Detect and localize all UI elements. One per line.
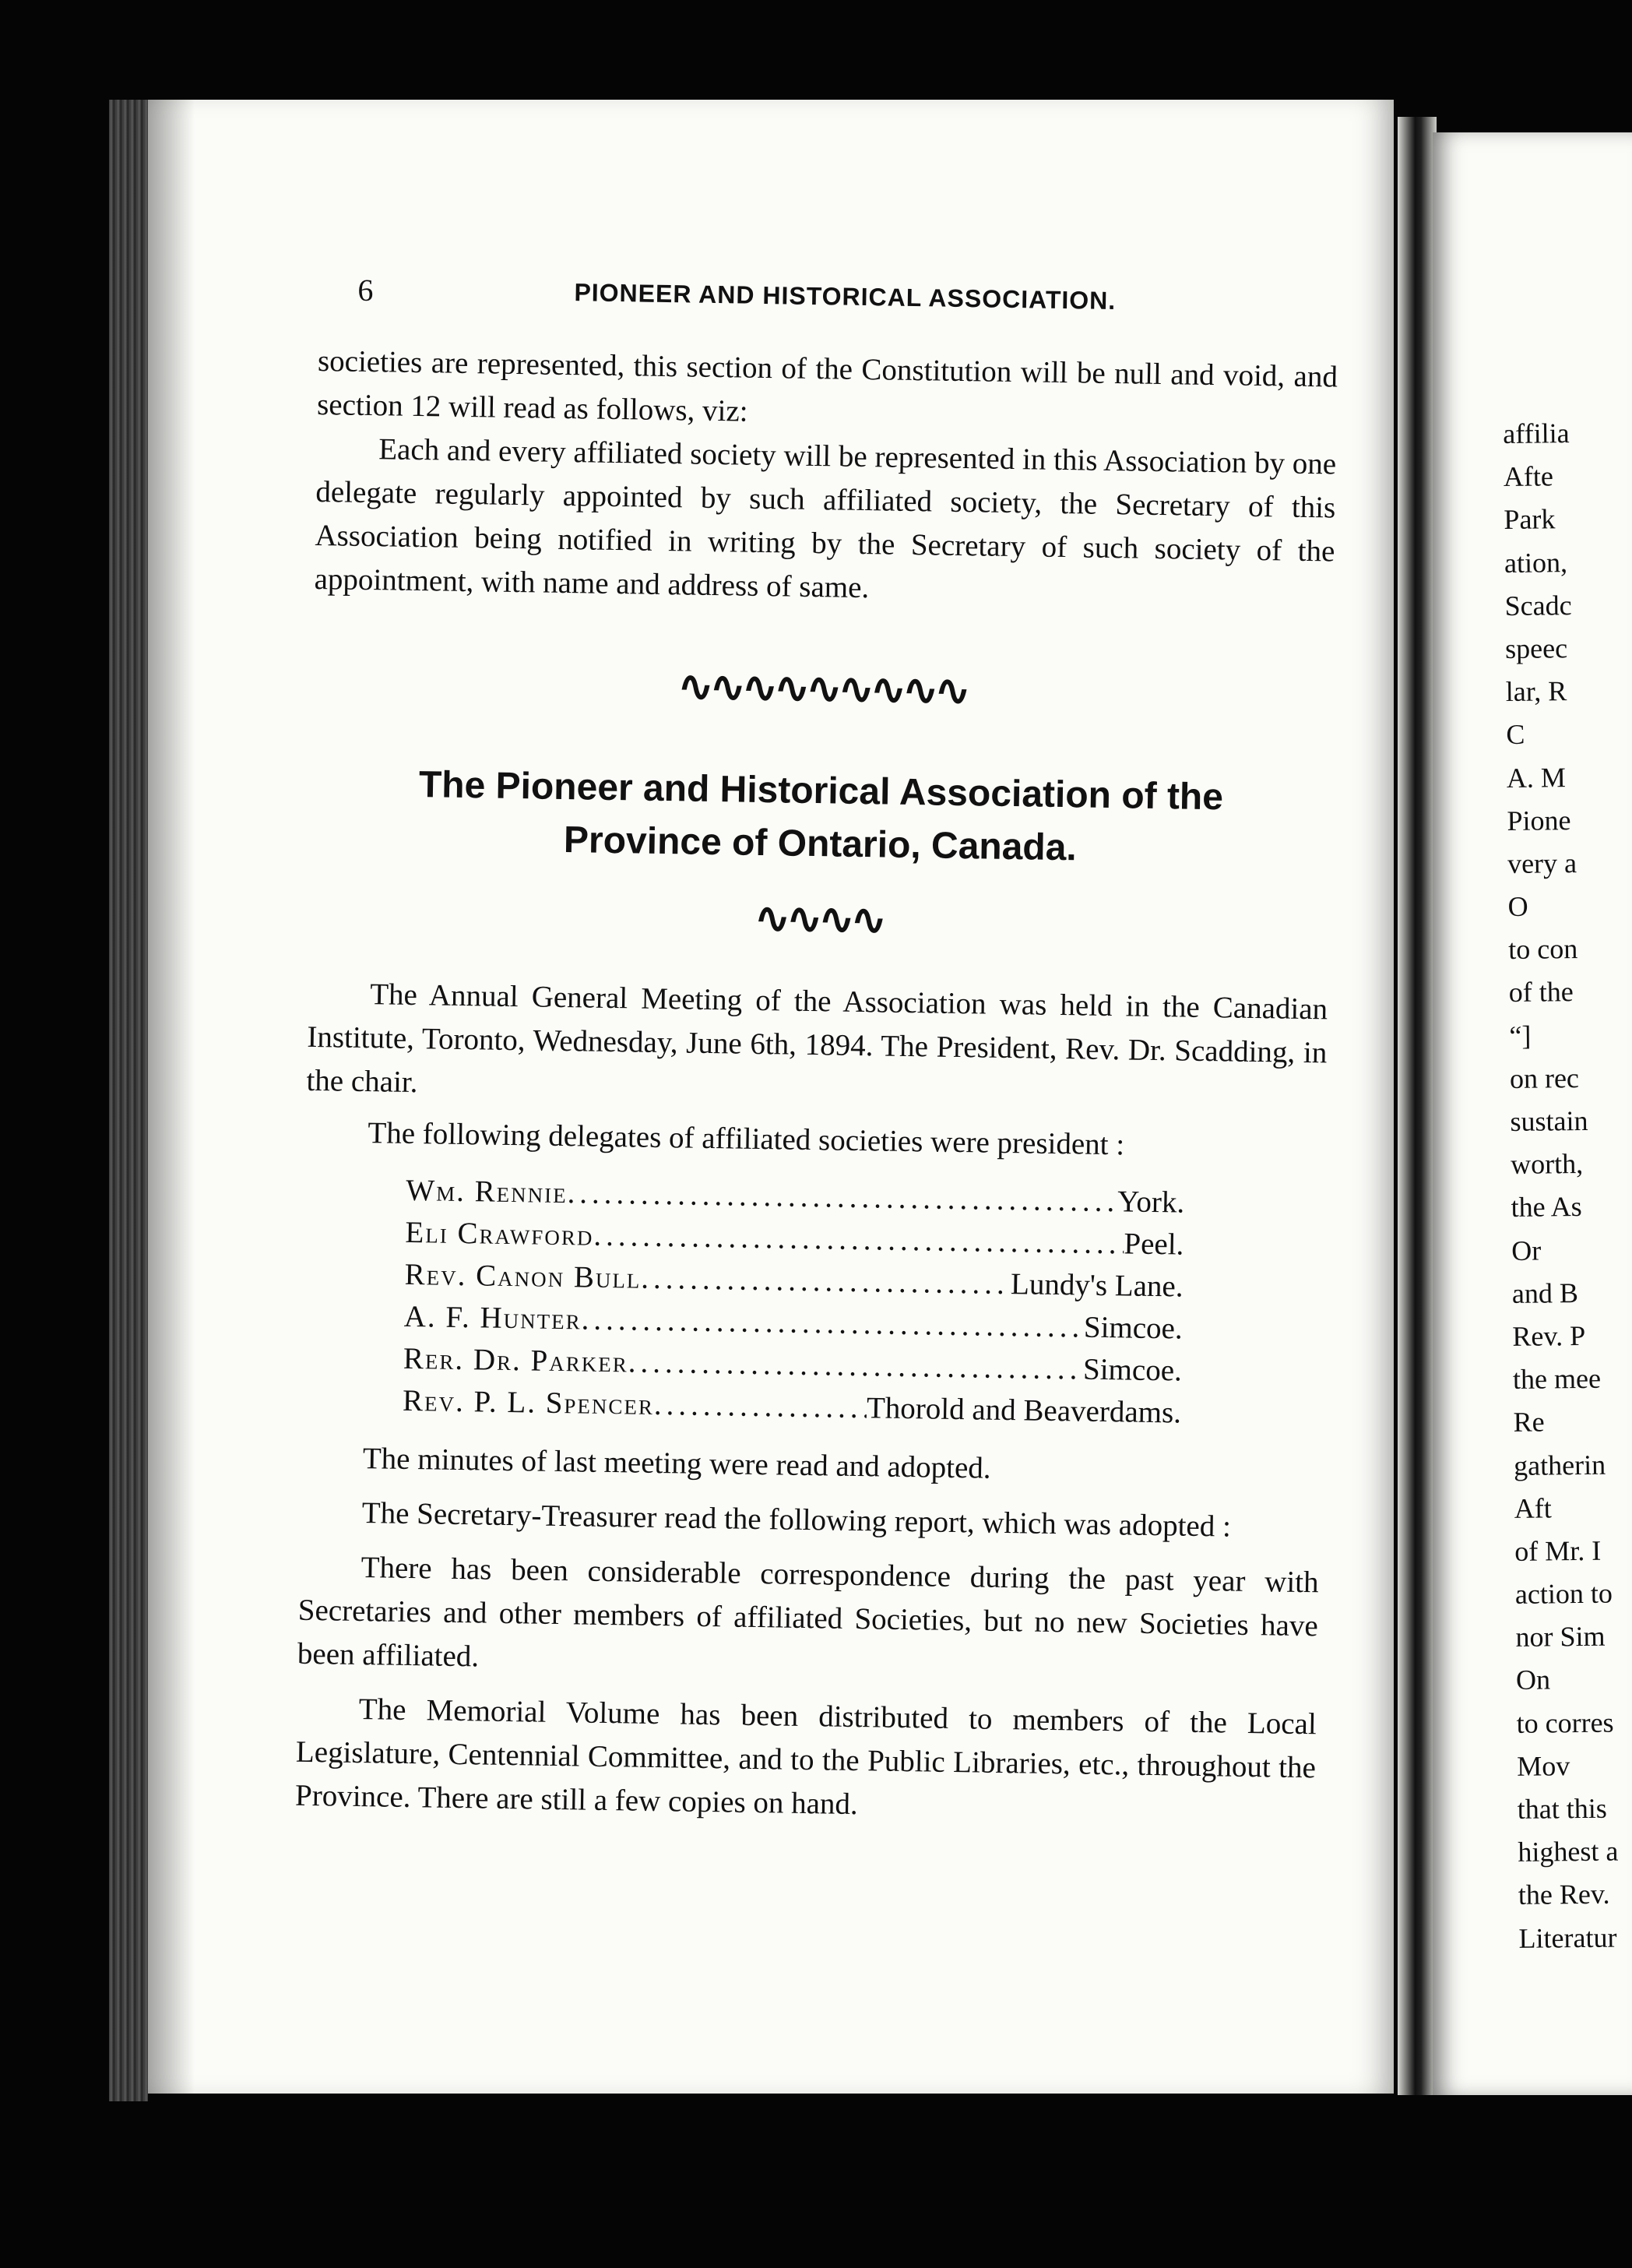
right-page-line: worth, xyxy=(1510,1148,1584,1181)
right-page-line: Pione xyxy=(1507,804,1571,836)
right-page-line: A. M xyxy=(1506,761,1567,794)
leader-dots xyxy=(581,1298,1084,1348)
ornament-divider-small: ∿∿∿∿ xyxy=(754,894,884,944)
right-page-line: the mee xyxy=(1512,1362,1602,1396)
right-page-line: to corres xyxy=(1516,1706,1614,1739)
right-page-line: that this xyxy=(1517,1792,1607,1825)
leader-dots xyxy=(641,1258,1011,1305)
right-page-line: ation, xyxy=(1504,546,1568,579)
right-page-line: very a xyxy=(1507,847,1577,879)
right-page-line: the Rev. xyxy=(1518,1879,1610,1911)
right-page-line: of Mr. I xyxy=(1514,1534,1602,1567)
delegate-place: Peel. xyxy=(1124,1227,1184,1262)
paragraph-correspondence: There has been considerable correspondence during the past year with Secretaries and other members of affiliated Societies, but no new Societies have been affiliated. xyxy=(297,1551,1319,1674)
right-page-line: on rec xyxy=(1509,1062,1580,1094)
right-page-line: C xyxy=(1506,719,1525,751)
right-page-line: Literatur xyxy=(1518,1921,1617,1954)
book-gutter xyxy=(1398,117,1437,2095)
right-page-line: Mov xyxy=(1516,1750,1570,1782)
right-page-line: and B xyxy=(1511,1277,1579,1309)
paragraph-memorial-volume: The Memorial Volume has been distributed to members of the Local Legislature, Centennial Committee, and to the Public Libraries, etc., throughout the Province. There are still a few copies on hand. xyxy=(294,1692,1317,1822)
page-shadow xyxy=(148,100,195,2094)
right-page-line: speec xyxy=(1504,632,1568,664)
delegate-name: A. F. Hunter xyxy=(403,1299,582,1336)
paragraph-annual-meeting: The Annual General Meeting of the Association was held in the Canadian Institute, Toronto, Wednesday, June 6th, 1894. The President, Rev. Dr. Scadding, in the chair. xyxy=(306,977,1328,1100)
right-page-line: lar, R xyxy=(1505,675,1567,708)
right-page-line: to con xyxy=(1508,933,1578,966)
right-page-line: nor Sim xyxy=(1515,1620,1606,1653)
delegate-place: Simcoe. xyxy=(1083,1310,1184,1346)
delegate-place: Thorold and Beaverdams. xyxy=(866,1391,1182,1430)
right-page-line: highest a xyxy=(1518,1835,1619,1868)
right-page-line: action to xyxy=(1514,1577,1613,1610)
right-page-line: Rev. P xyxy=(1512,1319,1586,1352)
right-page-line: Or xyxy=(1511,1234,1542,1266)
delegate-place: York. xyxy=(1117,1185,1185,1220)
right-page-line: Afte xyxy=(1503,460,1554,493)
delegate-name: Rer. Dr. Parker xyxy=(403,1341,629,1379)
paragraph-delegates-intro: The following delegates of affiliated societies were president : xyxy=(368,1116,1125,1162)
right-page-line: Aft xyxy=(1514,1492,1552,1524)
right-page-line: Scadc xyxy=(1504,589,1572,622)
page-number: 6 xyxy=(357,272,374,308)
right-page-line: “] xyxy=(1509,1020,1532,1051)
section-title-line-1: The Pioneer and Historical Association of the xyxy=(418,764,1224,819)
right-page-text xyxy=(1503,411,1632,1960)
paragraph-each-society: Each and every affiliated society will be represented in this Association by one delegate regularly appointed by such affiliated society, the Secretary of this Association being notified in writing by the Secretary of such society of the appointment, with name and address of same. xyxy=(314,432,1337,605)
right-page-line: the As xyxy=(1511,1191,1582,1224)
delegate-place: Simcoe. xyxy=(1082,1352,1183,1388)
paragraph-continued: societies are represented, this section of the Constitution will be null and void, and section 12 will read as follows, viz: xyxy=(316,343,1338,428)
section-title xyxy=(310,757,1331,879)
right-page-line: of the xyxy=(1508,976,1574,1009)
paragraph-secretary-report: The Secretary-Treasurer read the following report, which was adopted : xyxy=(361,1496,1232,1544)
delegates-list xyxy=(403,1170,1185,1435)
right-page-line: affilia xyxy=(1503,417,1570,449)
right-page-line: O xyxy=(1507,890,1528,923)
ornament-divider-large: ∿∿∿∿∿∿∿∿∿ xyxy=(677,663,968,715)
left-page-content xyxy=(295,265,1339,1833)
delegate-name: Eli Crawford xyxy=(405,1215,594,1252)
paragraph-minutes: The minutes of last meeting were read and adopted. xyxy=(362,1442,991,1485)
running-head-title: PIONEER AND HISTORICAL ASSOCIATION. xyxy=(574,278,1117,315)
right-page-line: Re xyxy=(1513,1406,1545,1439)
delegate-name: Rev. P. L. Spencer xyxy=(402,1383,655,1421)
right-page-line: gatherin xyxy=(1513,1449,1606,1481)
leader-dots xyxy=(628,1341,1083,1390)
right-page-line: Park xyxy=(1504,503,1556,536)
section-title-line-2: Province of Ontario, Canada. xyxy=(563,819,1078,869)
right-page-line: On xyxy=(1515,1664,1551,1696)
leader-dots xyxy=(654,1384,867,1429)
page-stack-edge xyxy=(109,100,148,2101)
delegate-place: Lundy's Lane. xyxy=(1010,1267,1184,1304)
right-page-line: sustain xyxy=(1510,1104,1588,1137)
delegate-name: Rev. Canon Bull xyxy=(404,1257,642,1295)
delegate-name: Wm. Rennie xyxy=(406,1173,568,1210)
